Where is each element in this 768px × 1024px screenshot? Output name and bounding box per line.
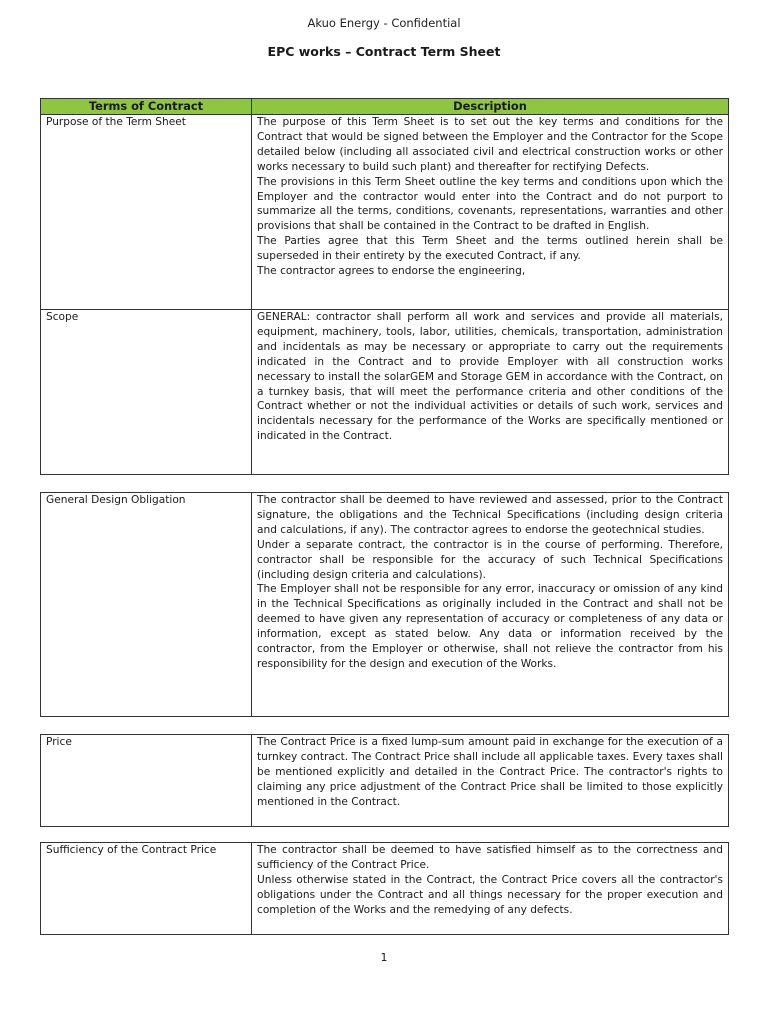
table-row-price [41, 735, 729, 827]
description-sufficiency [252, 843, 729, 935]
purpose-paragraph-2: The provisions in this Term Sheet outline the key terms and conditions upon which the Employer and the contractor would enter into the Contract and do not purport to summarize all the terms, conditions, covenants, representations, warranties and other provisions that shall be contained in the Contract to be drafted in English. [257, 175, 723, 233]
table-row-design [41, 493, 729, 717]
design-paragraph-2: Under a separate contract, the contractor is in the course of performing. Therefore, contractor shall be responsible for the accuracy of such Technical Specifications (including design criteria and calculations). [257, 538, 723, 581]
table-header-row [41, 99, 729, 115]
term-scope: Scope [41, 310, 252, 475]
term-purpose: Purpose of the Term Sheet [41, 115, 252, 310]
page-number: 1 [380, 951, 388, 964]
term-sufficiency-of-contract-price: Sufficiency of the Contract Price [41, 843, 252, 935]
price-paragraph-1: The Contract Price is a fixed lump-sum amount paid in exchange for the execution of a turnkey contract. The Contract Price shall include all applicable taxes. Every taxes shall be mentioned explicitly and detailed in the Contract Price. The contractor's rights to claiming any price adjustment of the Contract Price shall be limited to those explicitly mentioned in the Contract. [257, 736, 723, 808]
term-price: Price [41, 735, 252, 827]
term-general-design-obligation: General Design Obligation [41, 493, 252, 717]
purpose-paragraph-4: The contractor agrees to endorse the engineering, [257, 265, 526, 278]
sufficiency-paragraph-1: The contractor shall be deemed to have satisfied himself as to the correctness and sufficiency of the Contract Price. [257, 844, 723, 871]
design-paragraph-3: The Employer shall not be responsible for any error, inaccuracy or omission of any kind in the Technical Specifications as originally included in the Contract and shall not be deemed to have given any representation of accuracy or completeness of any data or information, except as stated below. Any data or information received by the contractor, from the Employer or otherwise, shall not relieve the contractor from his responsibility for the design and execution of the Works. [257, 583, 723, 670]
scope-paragraph-1: GENERAL: contractor shall perform all work and services and provide all materials, equipment, machinery, tools, labor, utilities, chemicals, transportation, administration and incidentals as may be necessary or appropriate to carry out the requirements indicated in the Contract and to provide Employer with all construction works necessary to install the solarGEM and Storage GEM in accordance with the Contract, on a turnkey basis, that will meet the performance criteria and other conditions of the Contract whether or not the individual activities or details of such work, services and incidentals necessary for the performance of the Works are specifically mentioned or indicated in the Contract. [257, 311, 723, 443]
description-design [252, 493, 729, 717]
confidential-header: Akuo Energy - Confidential [307, 16, 461, 30]
term-sheet-table-design [40, 492, 729, 717]
purpose-paragraph-1: The purpose of this Term Sheet is to set out the key terms and conditions for the Contract that would be signed between the Employer and the Contractor for the Scope detailed below (including all associated civil and electrical construction works or other works necessary to build such plant) and thereafter for rectifying Defects. [257, 116, 723, 173]
document-title: EPC works – Contract Term Sheet [267, 44, 501, 59]
description-purpose [252, 115, 729, 310]
description-price [252, 735, 729, 827]
table-row-scope [41, 310, 729, 475]
term-sheet-table-main [40, 98, 729, 475]
table-row-purpose [41, 115, 729, 310]
header-terms-of-contract: Terms of Contract [41, 99, 252, 115]
header-description: Description [252, 99, 729, 115]
purpose-paragraph-3: The Parties agree that this Term Sheet and the terms outlined herein shall be superseded in their entirety by the executed Contract, if any. [257, 235, 723, 263]
description-scope [252, 310, 729, 475]
design-paragraph-1: The contractor shall be deemed to have reviewed and assessed, prior to the Contract signature, the obligations and the Technical Specifications (including design criteria and calculations, if any). The contractor agrees to endorse the geotechnical studies. [257, 494, 723, 536]
term-sheet-table-price [40, 734, 729, 827]
table-row-sufficiency [41, 843, 729, 935]
term-sheet-table-sufficiency [40, 842, 729, 935]
sufficiency-paragraph-2: Unless otherwise stated in the Contract, the Contract Price covers all the contractor's obligations under the Contract and all things necessary for the proper execution and completion of the Works and the remedying of any defects. [257, 873, 723, 916]
